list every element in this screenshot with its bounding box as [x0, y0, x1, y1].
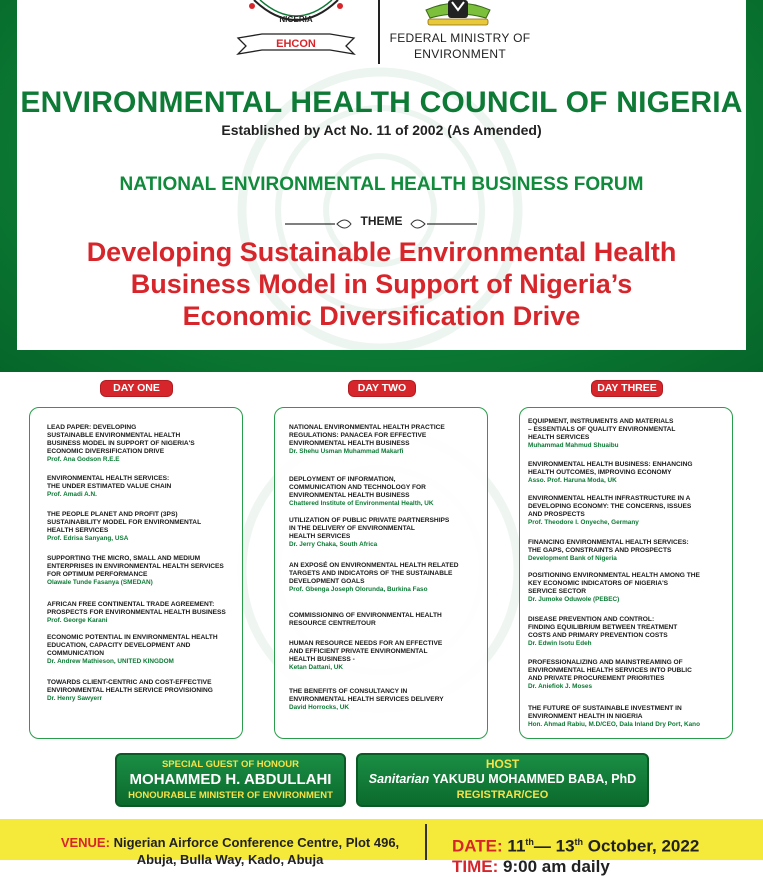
day-one-session-2: [47, 475, 171, 499]
session-title: HUMAN RESOURCE NEEDS FOR AN EFFECTIVE AND EFFICIENT PRIVATE ENVIRONMENTAL HEALTH BUSINESS -: [289, 640, 443, 663]
session-title: EQUIPMENT, INSTRUMENTS AND MATERIALS – ESSENTIALS OF QUALITY ENVIRONMENTAL HEALTH SERVICES: [528, 418, 676, 441]
day-two-session-1: [289, 424, 445, 456]
day-three-session-7: [528, 659, 692, 691]
day-three-session-8: [528, 705, 700, 729]
session-title: AFRICAN FREE CONTINENTAL TRADE AGREEMENT: PROSPECTS FOR ENVIRONMENTAL HEALTH BUSINESS: [47, 601, 226, 616]
session-speaker: Dr. Shehu Usman Muhammad Makarfi: [289, 448, 404, 455]
date-rest: October, 2022: [587, 836, 700, 856]
session-speaker: Dr. Jerry Chaka, South Africa: [289, 541, 378, 548]
session-speaker: Development Bank of Nigeria: [528, 555, 617, 562]
venue-block: [40, 834, 420, 868]
date-separator: — 13: [533, 836, 575, 856]
session-speaker: Chattered Institute of Environmental Health, UK: [289, 500, 434, 507]
session-speaker: Asso. Prof. Haruna Moda, UK: [528, 477, 617, 484]
venue-text-1: Nigerian Airforce Conference Centre, Plot 496,: [113, 835, 400, 850]
session-title: ENVIRONMENTAL HEALTH INFRASTRUCTURE IN A DEVELOPING ECONOMY: THE CONCERNS, ISSUES AND PROSPECTS: [528, 495, 692, 518]
day-one-session-3: [47, 511, 201, 543]
session-title: THE BENEFITS OF CONSULTANCY IN ENVIRONMENTAL HEALTH SERVICES DELIVERY: [289, 688, 444, 703]
day-two-session-5: [289, 612, 442, 628]
day-three-session-4: [528, 539, 689, 563]
session-speaker: Prof. Gbenga Joseph Olorunda, Burkina Faso: [289, 586, 428, 593]
forum-title: NATIONAL ENVIRONMENTAL HEALTH BUSINESS FORUM: [119, 174, 644, 195]
date-line: [452, 832, 699, 857]
day-one-session-7: [47, 679, 213, 703]
session-title: SUPPORTING THE MICRO, SMALL AND MEDIUM ENTERPRISES IN ENVIRONMENTAL HEALTH SERVICES FOR OPTIMUM PERFORMANCE: [47, 555, 224, 578]
guest-of-honour-card: [115, 753, 346, 807]
session-speaker: Prof. Theodore I. Onyeche, Germany: [528, 519, 639, 526]
date-label: DATE:: [452, 836, 503, 856]
day-one-session-5: [47, 601, 226, 625]
session-title: NATIONAL ENVIRONMENTAL HEALTH PRACTICE REGULATIONS: PANACEA FOR EFFECTIVE ENVIRONMENTAL HEALTH BUSINESS: [289, 424, 445, 447]
date-start-suffix: th: [525, 837, 534, 847]
day-two-session-6: [289, 640, 442, 672]
theme-line-2: Business Model in Support of Nigeria’s: [130, 269, 633, 299]
day-three-session-6: [528, 616, 677, 648]
session-title: DEPLOYMENT OF INFORMATION, COMMUNICATION AND TECHNOLOGY FOR ENVIRONMENTAL HEALTH BUSINESS: [289, 476, 426, 499]
day-two-session-2: [289, 476, 434, 508]
host-card: [356, 753, 649, 807]
day-three-session-3: [528, 495, 691, 527]
date-block: [452, 832, 699, 877]
venue-label: VENUE:: [60, 835, 110, 850]
council-title: ENVIRONMENTAL HEALTH COUNCIL OF NIGERIA: [20, 86, 743, 119]
established-line: Established by Act No. 11 of 2002 (As Amended): [221, 122, 542, 138]
date-start: 11: [507, 836, 526, 856]
theme-title: [0, 236, 763, 332]
guest-role: SPECIAL GUEST OF HONOUR: [161, 759, 300, 770]
host-name-line: [358, 772, 647, 786]
guest-name: MOHAMMED H. ABDULLAHI: [129, 771, 332, 788]
session-title: AN EXPOSÉ ON ENVIRONMENTAL HEALTH RELATED TARGETS AND INDICATORS OF THE SUSTAINABLE DEVELOPMENT GOALS: [289, 562, 459, 585]
theme-label: THEME: [360, 214, 403, 228]
ehcon-logo-icon: [232, 0, 360, 58]
session-speaker: Prof. Amadi A.N.: [47, 491, 97, 498]
day-two-session-4: [289, 562, 459, 594]
day-three-session-1: [528, 418, 675, 450]
venue-text-2: Abuja, Bulla Way, Kado, Abuja: [136, 852, 324, 867]
session-speaker: Dr. Jumoke Oduwole (PEBEC): [528, 596, 620, 603]
time-line: [452, 857, 699, 877]
day-three-session-5: [528, 572, 700, 604]
host-role: HOST: [485, 757, 520, 771]
session-title: THE PEOPLE PLANET AND PROFIT (3PS) SUSTAINABILITY MODEL FOR ENVIRONMENTAL HEALTH SERVICES: [47, 511, 202, 534]
day-one-session-6: [47, 634, 218, 666]
session-speaker: Ketan Dattani, UK: [289, 664, 343, 671]
day-three-badge: DAY THREE: [592, 381, 662, 396]
host-title: REGISTRAR/CEO: [456, 789, 549, 801]
session-title: COMMISSIONING OF ENVIRONMENTAL HEALTH RESOURCE CENTRE/TOUR: [289, 612, 442, 627]
session-title: DISEASE PREVENTION AND CONTROL: FINDING EQUILIBRIUM BETWEEN TREATMENT COSTS AND PRIMARY PREVENTION COSTS: [528, 616, 678, 639]
session-speaker: Prof. George Karani: [47, 617, 108, 624]
session-speaker: Prof. Ana Godson R.E.E: [47, 456, 120, 463]
guest-title: HONOURABLE MINISTER OF ENVIRONMENT: [128, 790, 333, 801]
host-name: YAKUBU MOHAMMED BABA, PhD: [432, 772, 637, 786]
session-title: PROFESSIONALIZING AND MAINSTREAMING OF ENVIRONMENTAL HEALTH SERVICES INTO PUBLIC AND PRIVATE PROCUREMENT PRIORITIES: [528, 659, 692, 682]
day-one-badge: DAY ONE: [101, 381, 172, 396]
day-two-session-7: [289, 688, 444, 712]
day-one-session-4: [47, 555, 224, 587]
venue-line-1: [40, 834, 420, 851]
logo-nigeria-text: NIGERIA: [279, 15, 313, 24]
day-two-session-3: [289, 517, 449, 549]
session-speaker: Dr. Aniefiok J. Moses: [528, 683, 593, 690]
session-title: ENVIRONMENTAL HEALTH BUSINESS: ENHANCING HEALTH OUTCOMES, IMPROVING ECONOMY: [528, 461, 693, 476]
footer-divider: [425, 824, 427, 860]
ministry-name: [385, 30, 535, 62]
session-title: UTILIZATION OF PUBLIC PRIVATE PARTNERSHIPS IN THE DELIVERY OF ENVIRONMENTAL HEALTH SERVICES: [289, 517, 450, 540]
logo-divider: [378, 0, 380, 64]
session-speaker: Dr. Andrew Mathieson, UNITED KINGDOM: [47, 658, 174, 665]
session-speaker: Olawale Tunde Fasanya (SMEDAN): [47, 579, 153, 586]
session-speaker: Dr. Henry Sawyerr: [47, 695, 103, 702]
session-title: FINANCING ENVIRONMENTAL HEALTH SERVICES: THE GAPS, CONSTRAINTS AND PROSPECTS: [528, 539, 689, 554]
session-title: TOWARDS CLIENT-CENTRIC AND COST-EFFECTIVE ENVIRONMENTAL HEALTH SERVICE PROVISIONING: [47, 679, 213, 694]
time-label: TIME:: [452, 856, 499, 876]
ministry-line-2: ENVIRONMENT: [414, 47, 506, 61]
session-title: THE FUTURE OF SUSTAINABLE INVESTMENT IN ENVIRONMENT HEALTH IN NIGERIA: [528, 705, 682, 720]
session-speaker: David Horrocks, UK: [289, 704, 350, 711]
session-speaker: Prof. Edrisa Sanyang, USA: [47, 535, 129, 542]
day-one-session-1: [47, 424, 195, 464]
logo-ehcon-text: EHCON: [276, 38, 316, 50]
day-three-session-2: [528, 461, 692, 485]
session-title: LEAD PAPER: DEVELOPING SUSTAINABLE ENVIRONMENTAL HEALTH BUSINESS MODEL IN SUPPORT OF NIGERIA'S ECONOMIC DIVERSIFICATION DRIVE: [47, 424, 195, 455]
theme-line-1: Developing Sustainable Environmental Health: [86, 237, 677, 267]
time-value: 9:00 am daily: [503, 856, 610, 876]
theme-line-3: Economic Diversification Drive: [182, 301, 581, 331]
session-title: ENVIRONMENTAL HEALTH SERVICES: THE UNDER ESTIMATED VALUE CHAIN: [47, 475, 172, 490]
day-two-badge: DAY TWO: [349, 381, 415, 396]
session-title: ECONOMIC POTENTIAL IN ENVIRONMENTAL HEALTH EDUCATION, CAPACITY DEVELOPMENT AND COMMUNICATION: [47, 634, 218, 657]
host-prefix: Sanitarian: [368, 772, 430, 786]
session-speaker: Hon. Ahmad Rabiu, M.D/CEO, Dala Inland Dry Port, Kano: [528, 721, 700, 728]
session-speaker: Dr. Edwin Isotu Edeh: [528, 640, 592, 647]
coat-of-arms-icon: [418, 0, 498, 28]
session-speaker: Muhammad Mahmud Shuaibu: [528, 442, 619, 449]
date-end-suffix: th: [574, 837, 584, 847]
ministry-line-1: FEDERAL MINISTRY OF: [389, 31, 531, 45]
session-title: POSITIONING ENVIRONMENTAL HEALTH AMONG THE KEY ECONOMIC INDICATORS OF NIGERIA'S SERVICE SECTOR: [528, 572, 700, 595]
